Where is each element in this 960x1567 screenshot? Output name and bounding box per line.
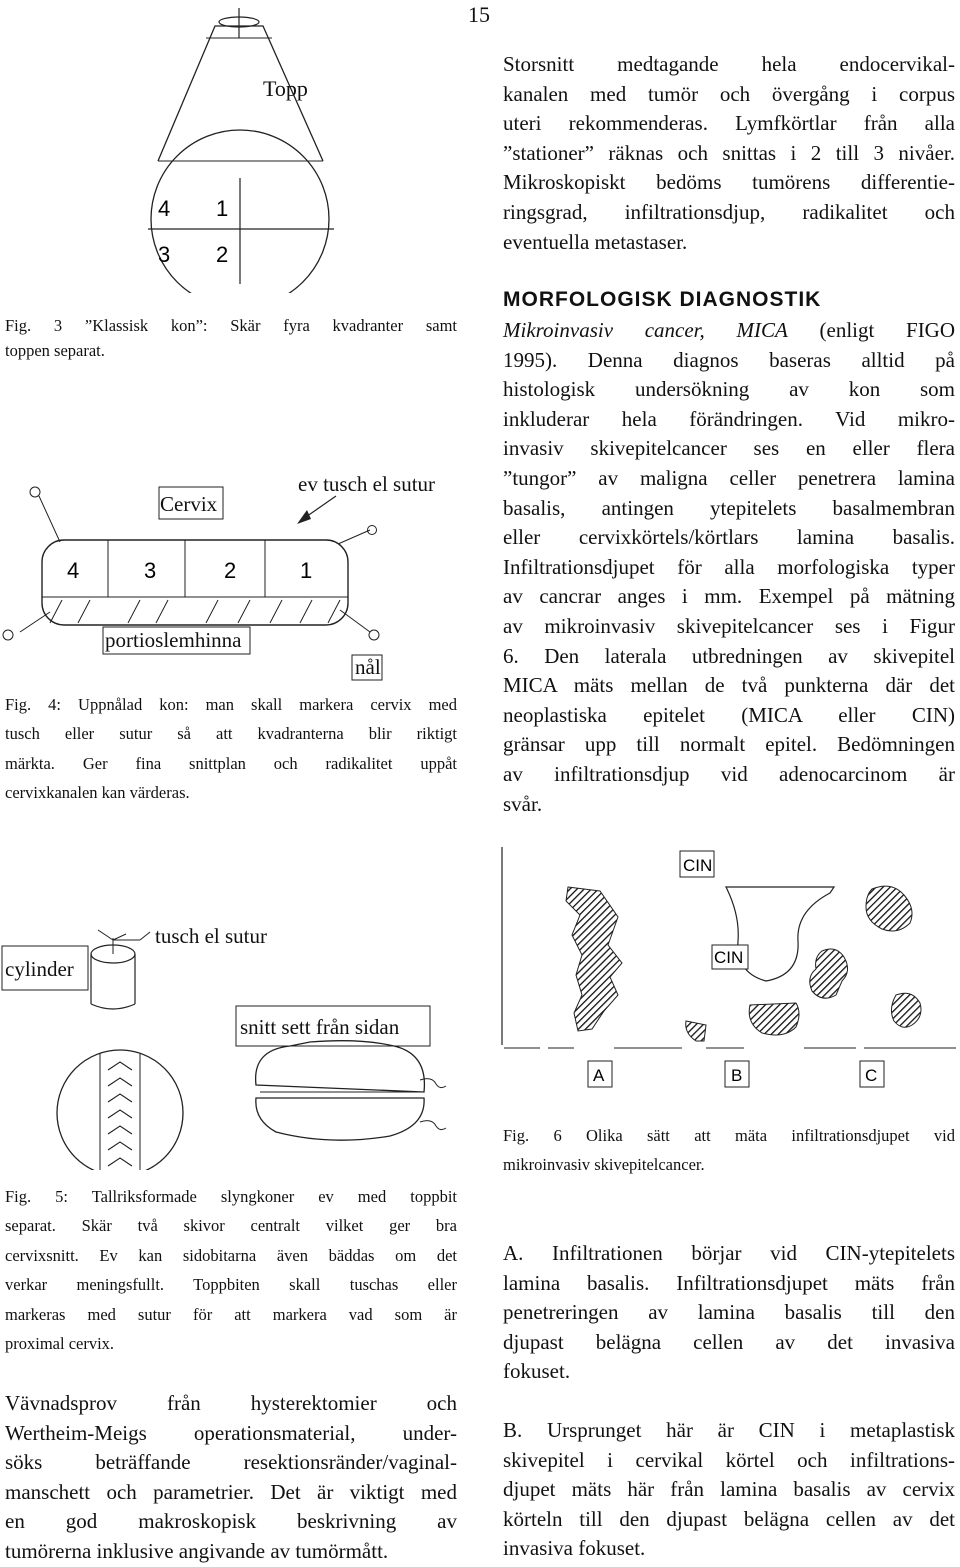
text-line: svår. [503, 791, 543, 816]
caption-line: mikroinvasiv skivepitelcancer. [503, 1155, 705, 1175]
fig4-cervix-label: Cervix [160, 492, 218, 516]
caption-line: toppen separat. [5, 341, 105, 360]
fig3-drawing [120, 8, 460, 293]
caption-line: märkta. Ger fina snittplan och radikalitet uppåt [5, 753, 457, 773]
fig4-segment-4: 4 [67, 558, 80, 583]
text-line: gränsar upp till normalt epitel. Bedömningen [503, 732, 955, 757]
fig6-label-b: B [731, 1066, 743, 1085]
fig6-caption [503, 1121, 955, 1180]
fig4-portio-label: portioslemhinna [105, 628, 242, 652]
left-bottom-paragraph [5, 1389, 457, 1567]
fig6-cin-mid-label: CIN [714, 948, 744, 967]
fig3-quadrant-1: 1 [216, 196, 229, 221]
text-line: 1995). Denna diagnos baseras alltid på [503, 347, 955, 372]
text-line: inkluderar hela förändringen. Vid mikro- [503, 406, 955, 431]
text-line: av mikroinvasiv skivepitelcancer ses i Figur [503, 613, 955, 638]
text-line: B. Ursprunget här är CIN i metaplastisk [503, 1418, 955, 1442]
fig4-segment-1: 1 [300, 558, 313, 583]
text-line: 6. Den laterala utbredningen av skivepitel [503, 643, 955, 668]
section-heading: MORFOLOGISK DIAGNOSTIK [503, 288, 822, 311]
fig4-caption [5, 690, 457, 808]
text-line: körteln till den djupast belägna cellen av det [503, 1506, 955, 1531]
fig5-tusch-label: tusch el sutur [155, 924, 267, 948]
text-line: eller cervixkörtels/körtlars lamina basalis. [503, 525, 955, 550]
fig3-caption [5, 313, 457, 363]
term-mica: Mikroinvasiv cancer, MICA [503, 318, 788, 342]
text-line: histologisk undersökning av kon som [503, 377, 955, 402]
text-line: Infiltrationsdjupet för alla morfologiska typer [503, 554, 955, 579]
text-line: Storsnitt medtagande hela endocervikal- [503, 52, 955, 76]
fig6-label-c: C [865, 1066, 878, 1085]
morfologisk-paragraph [503, 316, 955, 819]
caption-line: Fig. 6 Olika sätt att mäta infiltrationsdjupet vid [503, 1126, 955, 1145]
text-line: MICA mäts mellan de två punkterna där det [503, 673, 955, 698]
fig5-cylinder-label: cylinder [5, 957, 74, 981]
text-line: A. Infiltrationen börjar vid CIN-ytepitelets [503, 1241, 955, 1265]
paragraph-a [503, 1239, 955, 1387]
caption-line: proximal cervix. [5, 1334, 115, 1354]
fig3-top-label: Topp [263, 76, 308, 101]
caption-line: separat. Skär två skivor centralt vilket ger bra [5, 1216, 457, 1236]
fig6-drawing [500, 845, 960, 1095]
text-line: invasiva fokuset. [503, 1536, 646, 1561]
caption-line: Fig. 4: Uppnålad kon: man skall markera cervix med [5, 695, 457, 714]
text-line: Mikroskopiskt bedöms tumörens differentie- [503, 170, 955, 195]
fig3-quadrant-4: 4 [158, 196, 171, 221]
text-line: skivepitel i cervikal körtel och infiltrations- [503, 1447, 955, 1472]
fig5-caption [5, 1182, 457, 1358]
text-line [503, 316, 955, 346]
text-line: invasiv skivepitelcancer ses en eller flera [503, 436, 955, 461]
fig4-segment-3: 3 [144, 558, 157, 583]
caption-line: tusch eller sutur så att kvadranterna blir riktigt [5, 724, 457, 744]
caption-line: Fig. 5: Tallriksformade slyngkoner ev med toppbit [5, 1187, 457, 1206]
text-line: uteri rekommenderas. Lymfkörtlar från alla [503, 111, 955, 136]
text-line: djupet mäts här från lamina basalis av cervix [503, 1477, 955, 1502]
text-line: eventuella metastaser. [503, 229, 688, 254]
fig5-side-label: snitt sett från sidan [240, 1015, 400, 1039]
text-line: basalis, antingen ytepitelets basalmembran [503, 495, 955, 520]
text-line: tumörerna inklusive angivande av tumörmått. [5, 1538, 389, 1563]
text-line: en god makroskopisk beskrivning av [5, 1509, 457, 1534]
text-line: Wertheim-Meigs operationsmaterial, under- [5, 1420, 457, 1445]
caption-line: cervixsnitt. Ev kan sidobitarna även bäddas om det [5, 1245, 457, 1265]
fig6-cin-top-label: CIN [683, 856, 713, 875]
text-line: av infiltrationsdjup vid adenocarcinom är [503, 761, 955, 786]
fig3-quadrant-2: 2 [216, 242, 229, 267]
paragraph-b [503, 1416, 955, 1564]
caption-line: Fig. 3 ”Klassisk kon”: Skär fyra kvadranter samt [5, 316, 457, 335]
text-line: söks beträffande resektionsränder/vaginal- [5, 1450, 457, 1475]
page-number: 15 [468, 2, 490, 27]
text-line: lamina basalis. Infiltrationsdjupet mäts från [503, 1270, 955, 1295]
caption-line: cervixkanalen kan värderas. [5, 783, 190, 803]
text-line: neoplastiska epitelet (MICA eller CIN) [503, 702, 955, 727]
right-top-paragraph [503, 50, 955, 257]
fig4-nal-label: nål [355, 655, 381, 679]
text-line: kanalen med tumör och övergång i corpus [503, 81, 955, 106]
text-line: av cancrar anges i mm. Exempel på mätning [503, 584, 955, 609]
fig5-drawing [0, 910, 470, 1170]
fig4-tusch-label: ev tusch el sutur [298, 472, 436, 496]
caption-line: markeras med sutur för att markera vad som är [5, 1304, 457, 1324]
text-line: manschett och parametrier. Det är viktigt med [5, 1479, 457, 1504]
text-line: djupast belägna cellen av det invasiva [503, 1329, 955, 1354]
text-line: Vävnadsprov från hysterektomier och [5, 1391, 457, 1415]
text-line: fokuset. [503, 1359, 571, 1384]
fig4-segment-2: 2 [224, 558, 237, 583]
text-line: ringsgrad, infiltrationsdjup, radikalitet och [503, 199, 955, 224]
text-line: ”stationer” räknas och snittas i 2 till 3 nivåer. [503, 140, 955, 165]
fig3-quadrant-3: 3 [158, 242, 171, 267]
caption-line: verkar meningsfullt. Toppbiten skall tuschas eller [5, 1275, 457, 1295]
text-line: ”tungor” av maligna celler penetrera lamina [503, 465, 955, 490]
text-line: penetreringen av lamina basalis till den [503, 1300, 955, 1325]
figo-ref: (enligt FIGO [819, 318, 956, 342]
fig6-label-a: A [593, 1066, 605, 1085]
